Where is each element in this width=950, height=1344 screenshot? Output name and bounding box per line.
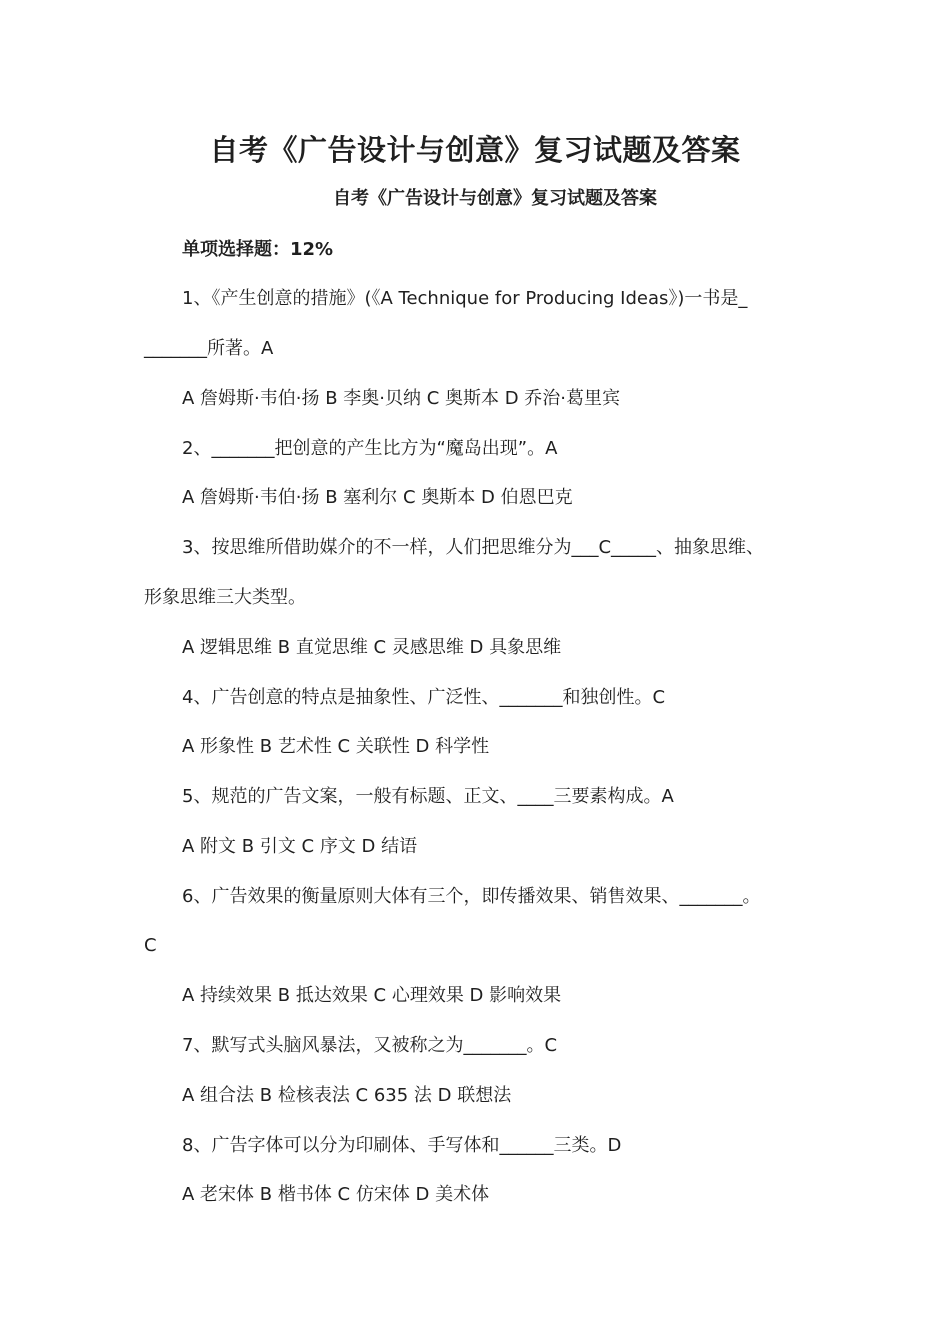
question-5-options: A 附文 B 引文 C 序文 D 结语 xyxy=(182,836,418,857)
question-3-options: A 逻辑思维 B 直觉思维 C 灵感思维 D 具象思维 xyxy=(182,637,562,658)
question-4-text: 4、广告创意的特点是抽象性、广泛性、_______和独创性。C xyxy=(182,687,666,708)
document-subtitle: 自考《广告设计与创意》复习试题及答案 xyxy=(333,188,657,209)
question-8-options: A 老宋体 B 楷书体 C 仿宋体 D 美术体 xyxy=(182,1184,490,1205)
question-1-options: A 詹姆斯·韦伯·扬 B 李奥·贝纳 C 奥斯本 D 乔治·葛里宾 xyxy=(182,388,621,409)
question-1-text: 1、《产生创意的措施》(《A Technique for Producing Ideas》)一书是_ xyxy=(182,288,748,309)
question-7-text: 7、默写式头脑风暴法，又被称之为_______。C xyxy=(182,1035,558,1056)
question-5-text: 5、规范的广告文案，一般有标题、正文、____三要素构成。A xyxy=(182,786,674,807)
question-3-text-continued: 形象思维三大类型。 xyxy=(144,587,306,608)
question-8-text: 8、广告字体可以分为印刷体、手写体和______三类。D xyxy=(182,1135,622,1156)
question-2-text: 2、_______把创意的产生比方为“魔岛出现”。A xyxy=(182,438,558,459)
question-1-text-continued: _______所著。A xyxy=(144,338,274,359)
question-3-text: 3、按思维所借助媒介的不一样，人们把思维分为___C_____、抽象思维、 xyxy=(182,537,765,558)
question-4-options: A 形象性 B 艺术性 C 关联性 D 科学性 xyxy=(182,736,490,757)
question-2-options: A 詹姆斯·韦伯·扬 B 塞利尔 C 奥斯本 D 伯恩巴克 xyxy=(182,487,573,508)
question-6-text-continued: C xyxy=(144,935,157,956)
document-title: 自考《广告设计与创意》复习试题及答案 xyxy=(209,133,741,167)
question-6-text: 6、广告效果的衡量原则大体有三个，即传播效果、销售效果、_______。 xyxy=(182,886,761,907)
section-heading: 单项选择题：12% xyxy=(182,239,334,260)
question-6-options: A 持续效果 B 抵达效果 C 心理效果 D 影响效果 xyxy=(182,985,562,1006)
question-7-options: A 组合法 B 检核表法 C 635 法 D 联想法 xyxy=(182,1085,512,1106)
